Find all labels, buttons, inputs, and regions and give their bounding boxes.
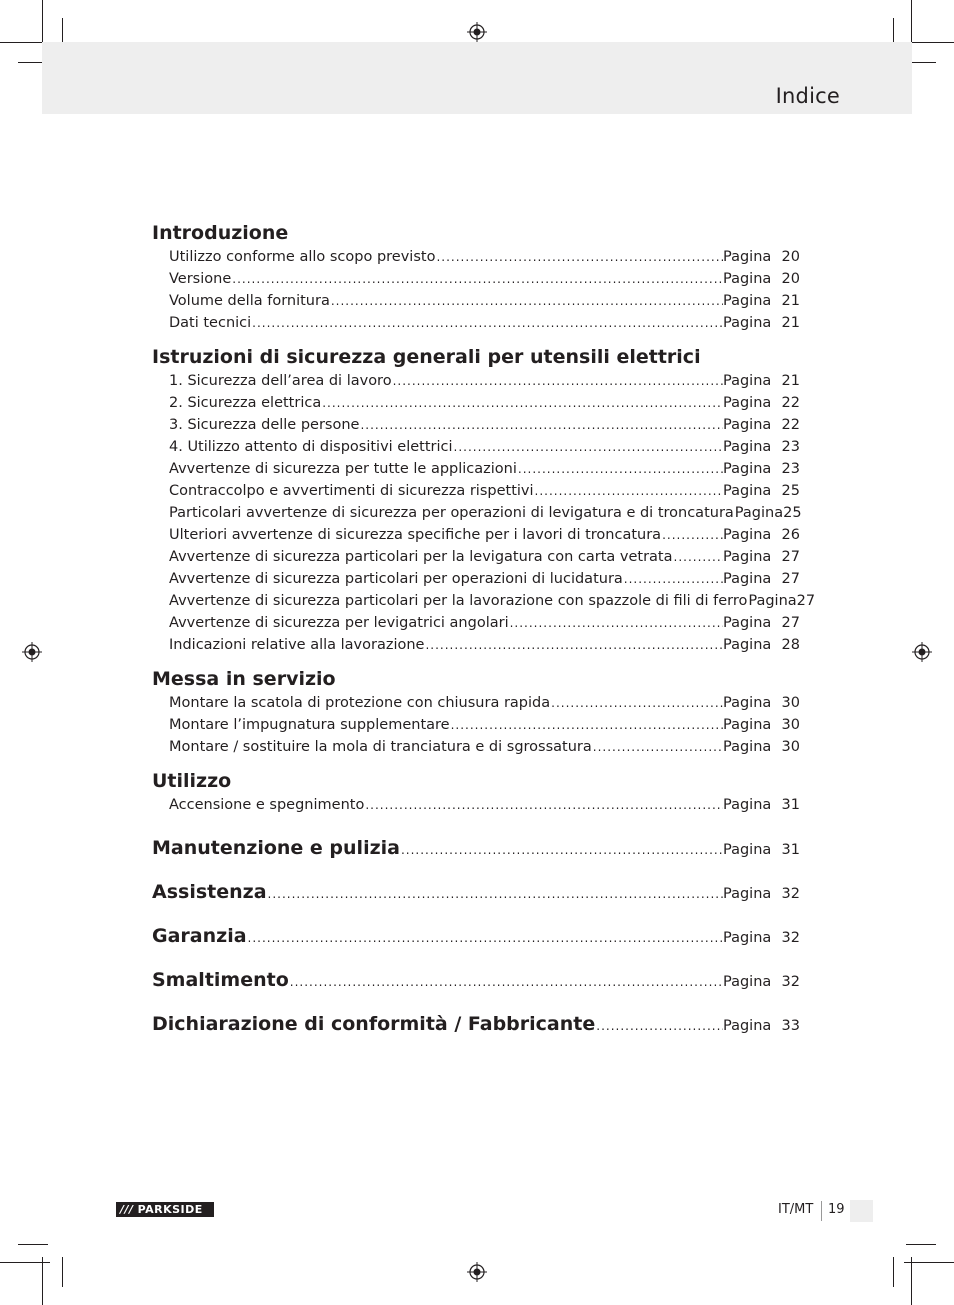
page-number: 21	[781, 373, 800, 389]
toc-section	[152, 768, 800, 816]
page-number: 27	[781, 571, 800, 587]
entry-text: 2. Sicurezza elettrica	[169, 395, 322, 411]
entry-text: Dati tecnici	[169, 315, 252, 331]
dot-leader	[393, 370, 723, 392]
main-entry-title: Dichiarazione di conformità / Fabbricante	[152, 1013, 596, 1035]
toc-main-entry[interactable]	[152, 1002, 800, 1046]
dot-leader	[454, 436, 723, 458]
toc-entry[interactable]	[152, 736, 800, 758]
main-entry-title: Garanzia	[152, 925, 247, 947]
entry-text: Particolari avvertenze di sicurezza per operazioni di levigatura e di troncatura	[169, 505, 734, 521]
toc-entry[interactable]	[152, 568, 800, 590]
crop-mark	[62, 1257, 63, 1287]
dot-leader	[596, 1004, 723, 1048]
toc-entry[interactable]	[152, 714, 800, 736]
page-number: 21	[781, 315, 800, 331]
entry-text: Versione	[169, 271, 232, 287]
page-number: 33	[781, 1018, 800, 1034]
entry-text: Avvertenze di sicurezza per tutte le applicazioni	[169, 461, 517, 477]
page-label: Pagina	[723, 439, 772, 455]
toc-entry[interactable]	[152, 546, 800, 568]
entry-text: 4. Utilizzo attento di dispositivi elettrici	[169, 439, 453, 455]
page-number: 27	[781, 549, 800, 565]
page-number: 22	[781, 417, 800, 433]
toc-main-entry[interactable]	[152, 958, 800, 1002]
page-label: Pagina	[723, 395, 772, 411]
toc-entry[interactable]	[152, 794, 800, 816]
entry-text: 3. Sicurezza delle persone	[169, 417, 360, 433]
page-label: Pagina	[723, 717, 772, 733]
toc-section	[152, 344, 816, 656]
page-label: Pagina	[723, 249, 772, 265]
crop-mark	[911, 0, 912, 48]
crop-mark	[893, 1257, 894, 1287]
page-label: Pagina	[723, 797, 772, 813]
page-number: 31	[781, 797, 800, 813]
dot-leader	[518, 458, 723, 480]
entry-text: Ulteriori avvertenze di sicurezza specifiche per i lavori di troncatura	[169, 527, 662, 543]
dot-leader	[322, 392, 723, 414]
toc-entry[interactable]	[152, 370, 800, 392]
page-number: 32	[781, 974, 800, 990]
page-label: Pagina	[723, 930, 772, 946]
page-label: Pagina	[723, 417, 772, 433]
page-number: 30	[781, 739, 800, 755]
page-label: Pagina	[723, 549, 772, 565]
toc-entry[interactable]	[152, 312, 800, 334]
entry-text: Volume della fornitura	[169, 293, 330, 309]
page-number: 27	[781, 615, 800, 631]
dot-leader	[510, 612, 723, 634]
dot-leader	[290, 960, 723, 1004]
page-number: 25	[781, 483, 800, 499]
registration-mark-icon	[467, 1262, 487, 1282]
registration-mark-icon	[467, 22, 487, 42]
page-number: 23	[781, 461, 800, 477]
page-number: 21	[781, 293, 800, 309]
page-label: Pagina	[734, 505, 784, 521]
page-number: 23	[781, 439, 800, 455]
entry-text: Accensione e spegnimento	[169, 797, 365, 813]
toc-entry[interactable]	[152, 524, 800, 546]
dot-leader	[248, 916, 723, 960]
dot-leader	[436, 246, 723, 268]
crop-mark	[42, 1257, 43, 1305]
dot-leader	[252, 312, 723, 334]
page-label: Pagina	[723, 461, 772, 477]
dot-leader	[360, 414, 723, 436]
dot-leader	[674, 546, 724, 568]
toc-main-entry[interactable]	[152, 914, 800, 958]
toc-main-entry[interactable]	[152, 826, 800, 870]
toc-section	[152, 666, 800, 758]
toc-entry[interactable]	[152, 246, 800, 268]
entry-text: Indicazioni relative alla lavorazione	[169, 637, 425, 653]
toc-entry[interactable]	[152, 268, 800, 290]
entry-text: Montare l’impugnatura supplementare	[169, 717, 450, 733]
parkside-logo	[116, 1202, 214, 1217]
page-label: Pagina	[723, 637, 772, 653]
registration-mark-icon	[912, 642, 932, 662]
section-title: Introduzione	[152, 222, 289, 244]
toc-entry[interactable]	[152, 590, 816, 612]
page-number: 25	[783, 505, 802, 521]
toc-entry[interactable]	[152, 634, 800, 656]
page-number: 20	[781, 271, 800, 287]
page-label: Pagina	[748, 593, 797, 609]
page-number: 22	[781, 395, 800, 411]
table-of-contents	[152, 220, 816, 1046]
dot-leader	[451, 714, 723, 736]
footer-divider	[821, 1201, 822, 1221]
toc-entry[interactable]	[152, 692, 800, 714]
page-number: 28	[781, 637, 800, 653]
toc-entry[interactable]	[152, 458, 800, 480]
dot-leader	[551, 692, 723, 714]
toc-section	[152, 220, 800, 334]
page-number: 30	[781, 717, 800, 733]
entry-text: Avvertenze di sicurezza particolari per la lavorazione con spazzole di fili di ferro	[169, 593, 748, 609]
dot-leader	[232, 268, 723, 290]
dot-leader	[268, 872, 723, 916]
entry-text: Utilizzo conforme allo scopo previsto	[169, 249, 436, 265]
section-title: Messa in servizio	[152, 668, 336, 690]
page-number: 20	[781, 249, 800, 265]
toc-main-entry[interactable]	[152, 870, 800, 914]
section-title: Utilizzo	[152, 770, 232, 792]
entry-text: Avvertenze di sicurezza particolari per operazioni di lucidatura	[169, 571, 623, 587]
page-label: Pagina	[723, 271, 772, 287]
page-label: Pagina	[723, 974, 772, 990]
dot-leader	[331, 290, 723, 312]
page-title: Indice	[775, 84, 840, 108]
dot-leader	[535, 480, 723, 502]
entry-text: Montare / sostituire la mola di tranciatura e di sgrossatura	[169, 739, 592, 755]
entry-text: Contraccolpo e avvertimenti di sicurezza rispettivi	[169, 483, 534, 499]
dot-leader	[365, 794, 723, 816]
page-label: Pagina	[723, 886, 772, 902]
toc-entry[interactable]	[152, 502, 800, 524]
page-label: Pagina	[723, 571, 772, 587]
main-entry-title: Manutenzione e pulizia	[152, 837, 400, 859]
page-label: Pagina	[723, 527, 772, 543]
dot-leader	[624, 568, 723, 590]
main-entry-title: Smaltimento	[152, 969, 289, 991]
main-entry-title: Assistenza	[152, 881, 267, 903]
footer-thumb-tab	[850, 1200, 873, 1222]
page-label: Pagina	[723, 373, 772, 389]
page-number: 32	[781, 886, 800, 902]
toc-entry[interactable]	[152, 290, 800, 312]
registration-mark-icon	[22, 642, 42, 662]
page-label: Pagina	[723, 293, 772, 309]
dot-leader	[425, 634, 723, 656]
dot-leader	[401, 828, 723, 872]
entry-text: Montare la scatola di protezione con chiusura rapida	[169, 695, 551, 711]
page-label: Pagina	[723, 739, 772, 755]
page-number: 26	[781, 527, 800, 543]
toc-entry[interactable]	[152, 612, 800, 634]
logo-text: PARKSIDE	[137, 1203, 203, 1216]
page-number: 31	[781, 842, 800, 858]
toc-entry[interactable]	[152, 414, 800, 436]
toc-entry[interactable]	[152, 436, 800, 458]
crop-mark	[911, 1257, 912, 1305]
crop-mark	[906, 1244, 936, 1245]
entry-text: 1. Sicurezza dell’area di lavoro	[169, 373, 392, 389]
dot-leader	[593, 736, 723, 758]
crop-mark	[18, 1244, 48, 1245]
entry-text: Avvertenze di sicurezza particolari per la levigatura con carta vetrata	[169, 549, 673, 565]
logo-slashes-icon: ///	[120, 1203, 134, 1216]
section-title: Istruzioni di sicurezza generali per utensili elettrici	[152, 346, 701, 368]
page-label: Pagina	[723, 483, 772, 499]
toc-entry[interactable]	[152, 392, 800, 414]
footer-language: IT/MT	[778, 1202, 814, 1217]
page-number: 30	[781, 695, 800, 711]
dot-leader	[662, 524, 723, 546]
page-label: Pagina	[723, 695, 772, 711]
page-label: Pagina	[723, 842, 772, 858]
toc-entry[interactable]	[152, 480, 800, 502]
page-number: 32	[781, 930, 800, 946]
entry-text: Avvertenze di sicurezza per levigatrici angolari	[169, 615, 509, 631]
crop-mark	[42, 0, 43, 48]
footer-page-number: 19	[828, 1202, 845, 1217]
page-number: 27	[796, 593, 816, 609]
page-label: Pagina	[723, 315, 772, 331]
page-label: Pagina	[723, 1018, 772, 1034]
page-label: Pagina	[723, 615, 772, 631]
